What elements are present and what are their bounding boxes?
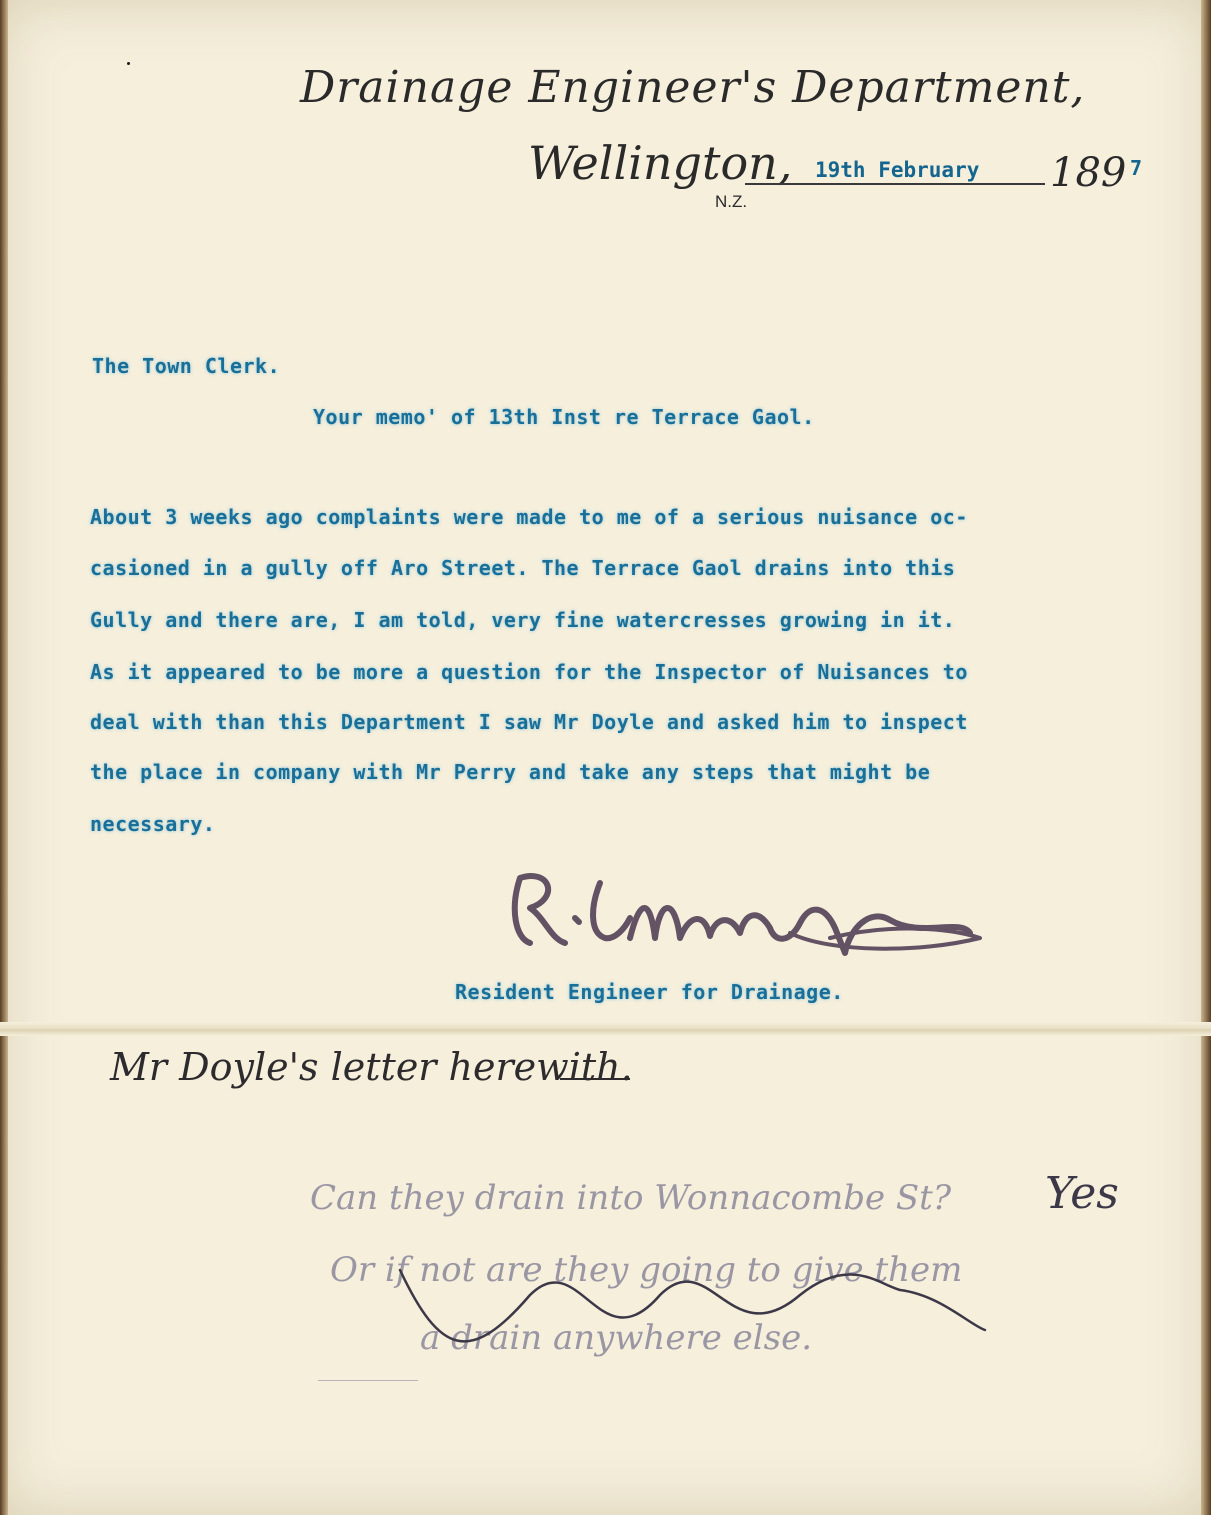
pencil-note-yes: Yes [1045,1168,1119,1219]
handwritten-signature [490,858,990,978]
ink-underline [560,1078,630,1080]
page-edge-right [1201,0,1211,1515]
page-edge-left [0,0,8,1515]
letterhead-place: Wellington, [528,136,793,190]
memo-subject: Your memo' of 13th Inst re Terrace Gaol. [313,405,815,429]
memo-body-line: As it appeared to be more a question for the Inspector of Nuisances to [90,660,968,684]
letter-year-typed: 7 [1130,156,1143,180]
date-rule [745,183,1045,185]
ink-speck [127,62,130,65]
letter-year-printed: 189 [1050,150,1127,196]
pencil-note-line: Can they drain into Wonnacombe St? [310,1178,952,1218]
memo-body-line: the place in company with Mr Perry and take any steps that might be [90,760,931,784]
signature-title: Resident Engineer for Drainage. [455,980,844,1004]
memo-body-line: Gully and there are, I am told, very fine watercresses growing in it. [90,608,956,632]
memo-body-line: About 3 weeks ago complaints were made to me of a serious nuisance oc- [90,505,968,529]
pencil-note-line: Or if not are they going to give them [330,1250,963,1290]
letter-date: 19th February [815,158,980,182]
crossing-out-scribble [380,1255,1000,1375]
pencil-rule [318,1380,418,1381]
memo-recipient: The Town Clerk. [92,354,281,378]
paper-fold [0,1022,1211,1036]
letterhead-department: Drainage Engineer's Department, [300,62,1086,113]
memo-body-line: deal with than this Department I saw Mr Doyle and asked him to inspect [90,710,968,734]
memo-body-line: necessary. [90,812,216,836]
pencil-note-line: a drain anywhere else. [420,1318,812,1358]
ink-annotation: Mr Doyle's letter herewith. [110,1045,633,1089]
memo-body-line: casioned in a gully off Aro Street. The Terrace Gaol drains into this [90,556,956,580]
letterhead-country: N.Z. [715,192,748,211]
